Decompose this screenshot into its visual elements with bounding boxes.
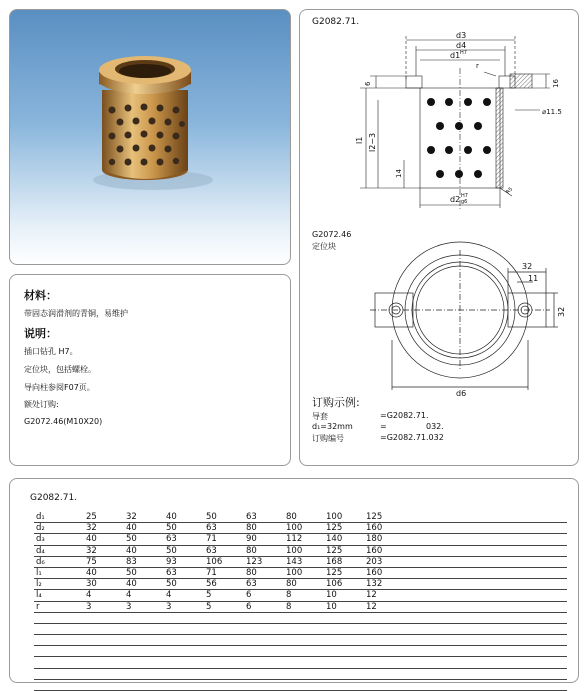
table-cell: 71	[204, 534, 244, 545]
table-row	[34, 579, 567, 590]
table-cell: 125	[364, 512, 404, 523]
table-cell: 6	[244, 601, 284, 612]
row-label: d₃	[34, 534, 84, 545]
table-cell-filler	[404, 601, 567, 612]
table-cell: 30	[84, 579, 124, 590]
table-cell: 50	[164, 523, 204, 534]
label-w32: 32	[522, 262, 533, 271]
material-notes-panel	[9, 274, 291, 466]
label-l1: l1	[355, 136, 364, 144]
label-d2: d2	[450, 195, 461, 204]
table-cell: 4	[164, 590, 204, 601]
table-cell: 80	[244, 567, 284, 578]
table-cell: 80	[284, 579, 324, 590]
note-1: 插口钻孔 H7。	[24, 347, 78, 356]
technical-drawing-panel	[299, 9, 579, 466]
label-d1-tol: H7	[460, 50, 467, 56]
empty-cell	[34, 657, 567, 668]
row-label: l₄	[34, 590, 84, 601]
order-row-label: 订购编号	[312, 434, 344, 443]
table-cell: 50	[124, 534, 164, 545]
empty-table-row	[34, 612, 567, 623]
product-photo-panel	[9, 9, 291, 265]
order-example-title: 订购示例:	[312, 396, 360, 409]
order-row-tail: 032.	[426, 422, 444, 431]
table-cell: 203	[364, 556, 404, 567]
table-cell: 90	[244, 534, 284, 545]
table-row	[34, 567, 567, 578]
table-cell-filler	[404, 534, 567, 545]
table-row	[34, 601, 567, 612]
spec-table	[34, 512, 567, 691]
label-d2-tol-top: H7	[461, 193, 468, 199]
table-cell: 5	[204, 601, 244, 612]
table-cell: 132	[364, 579, 404, 590]
table-cell: 3	[164, 601, 204, 612]
table-cell: 4	[124, 590, 164, 601]
row-label: d₆	[34, 556, 84, 567]
table-cell: 125	[324, 545, 364, 556]
table-cell: 83	[124, 556, 164, 567]
empty-table-row	[34, 635, 567, 646]
table-cell: 63	[204, 523, 244, 534]
label-dia115: ⌀11.5	[542, 108, 562, 116]
table-cell: 123	[244, 556, 284, 567]
table-cell: 6	[244, 590, 284, 601]
note-2: 定位块，包括螺栓。	[24, 365, 96, 374]
row-label: r	[34, 601, 84, 612]
empty-table-row	[34, 623, 567, 634]
table-cell: 71	[204, 567, 244, 578]
label-r5: R5	[505, 186, 515, 196]
table-cell: 160	[364, 567, 404, 578]
table-cell: 63	[164, 534, 204, 545]
table-cell-filler	[404, 567, 567, 578]
label-w11: 11	[528, 274, 539, 283]
table-cell: 8	[284, 590, 324, 601]
table-cell: 40	[164, 512, 204, 523]
table-cell-filler	[404, 590, 567, 601]
table-cell: 25	[84, 512, 124, 523]
empty-table-row	[34, 679, 567, 690]
table-cell: 40	[124, 579, 164, 590]
table-cell: 180	[364, 534, 404, 545]
table-cell: 32	[84, 523, 124, 534]
label-h32: 32	[557, 306, 566, 317]
spec-table-code: G2082.71.	[30, 493, 78, 503]
empty-cell	[34, 635, 567, 646]
table-cell: 40	[124, 523, 164, 534]
bushing-drawing-code: G2082.71.	[312, 17, 360, 27]
order-row-label: 导套	[312, 412, 328, 421]
extra-order-code: G2072.46(M10X20)	[24, 417, 103, 426]
table-cell: 168	[324, 556, 364, 567]
label-d1: d1	[450, 51, 461, 60]
empty-cell	[34, 623, 567, 634]
block-drawing-code: G2072.46	[312, 230, 352, 239]
empty-table-row	[34, 657, 567, 668]
table-cell-filler	[404, 579, 567, 590]
table-cell: 12	[364, 590, 404, 601]
table-cell: 63	[164, 567, 204, 578]
spec-table-panel	[9, 478, 579, 683]
empty-cell	[34, 679, 567, 690]
table-cell-filler	[404, 512, 567, 523]
table-cell: 56	[204, 579, 244, 590]
table-cell: 8	[284, 601, 324, 612]
empty-table-row	[34, 646, 567, 657]
empty-cell	[34, 646, 567, 657]
table-cell: 32	[84, 545, 124, 556]
table-cell: 5	[204, 590, 244, 601]
notes-title: 说明：	[24, 327, 57, 340]
table-cell: 75	[84, 556, 124, 567]
table-cell: 112	[284, 534, 324, 545]
order-row-eq: =G2082.71.032	[380, 433, 444, 442]
label-sixteen: 16	[552, 79, 560, 88]
table-row	[34, 556, 567, 567]
table-cell: 80	[244, 523, 284, 534]
empty-cell	[34, 668, 567, 679]
table-cell: 160	[364, 545, 404, 556]
table-cell: 40	[124, 545, 164, 556]
label-l4: 14	[395, 169, 403, 178]
table-cell: 100	[324, 512, 364, 523]
table-cell: 12	[364, 601, 404, 612]
extra-order-label: 额处订购:	[24, 400, 59, 409]
table-cell: 50	[124, 567, 164, 578]
table-cell-filler	[404, 545, 567, 556]
block-drawing-name: 定位块	[312, 242, 336, 251]
table-cell: 10	[324, 590, 364, 601]
empty-cell	[34, 612, 567, 623]
row-label: d₂	[34, 523, 84, 534]
table-cell: 80	[244, 545, 284, 556]
table-row	[34, 523, 567, 534]
table-cell: 63	[244, 512, 284, 523]
label-r: r	[476, 62, 479, 70]
order-row-eq: =G2082.71.	[380, 411, 429, 420]
row-label: l₁	[34, 567, 84, 578]
table-cell: 100	[284, 545, 324, 556]
note-3: 导向柱参阅F07页。	[24, 383, 95, 392]
table-cell: 63	[244, 579, 284, 590]
table-cell: 3	[124, 601, 164, 612]
table-cell: 106	[204, 556, 244, 567]
label-d2-tol-bot: g6	[461, 199, 468, 205]
table-cell: 125	[324, 567, 364, 578]
table-cell: 40	[84, 567, 124, 578]
label-d6: d6	[456, 389, 467, 398]
material-title: 材料：	[24, 289, 57, 302]
table-cell: 125	[324, 523, 364, 534]
table-cell: 140	[324, 534, 364, 545]
table-cell: 10	[324, 601, 364, 612]
table-row	[34, 590, 567, 601]
table-cell: 3	[84, 601, 124, 612]
table-cell: 40	[84, 534, 124, 545]
label-six: 6	[364, 81, 372, 86]
table-row	[34, 545, 567, 556]
empty-table-row	[34, 668, 567, 679]
row-label: d₁	[34, 512, 84, 523]
table-cell-filler	[404, 556, 567, 567]
table-cell: 100	[284, 567, 324, 578]
table-row	[34, 534, 567, 545]
row-label: l₂	[34, 579, 84, 590]
table-cell: 63	[204, 545, 244, 556]
order-row-label: d₁=32mm	[312, 422, 353, 431]
table-cell: 80	[284, 512, 324, 523]
table-cell: 93	[164, 556, 204, 567]
table-row	[34, 512, 567, 523]
table-cell: 160	[364, 523, 404, 534]
table-cell: 106	[324, 579, 364, 590]
row-label: d₄	[34, 545, 84, 556]
material-text: 带固态润滑剂的青铜，易维护	[24, 309, 128, 318]
label-d3: d3	[456, 31, 467, 40]
table-cell: 100	[284, 523, 324, 534]
table-cell: 50	[164, 579, 204, 590]
table-cell: 143	[284, 556, 324, 567]
table-cell-filler	[404, 523, 567, 534]
table-cell: 32	[124, 512, 164, 523]
bronze-bushing-photo	[10, 10, 291, 265]
label-d4: d4	[456, 41, 467, 50]
table-cell: 50	[164, 545, 204, 556]
label-l2-3: l2−3	[368, 132, 377, 152]
order-row-eq: =	[380, 422, 387, 431]
table-cell: 50	[204, 512, 244, 523]
table-cell: 4	[84, 590, 124, 601]
